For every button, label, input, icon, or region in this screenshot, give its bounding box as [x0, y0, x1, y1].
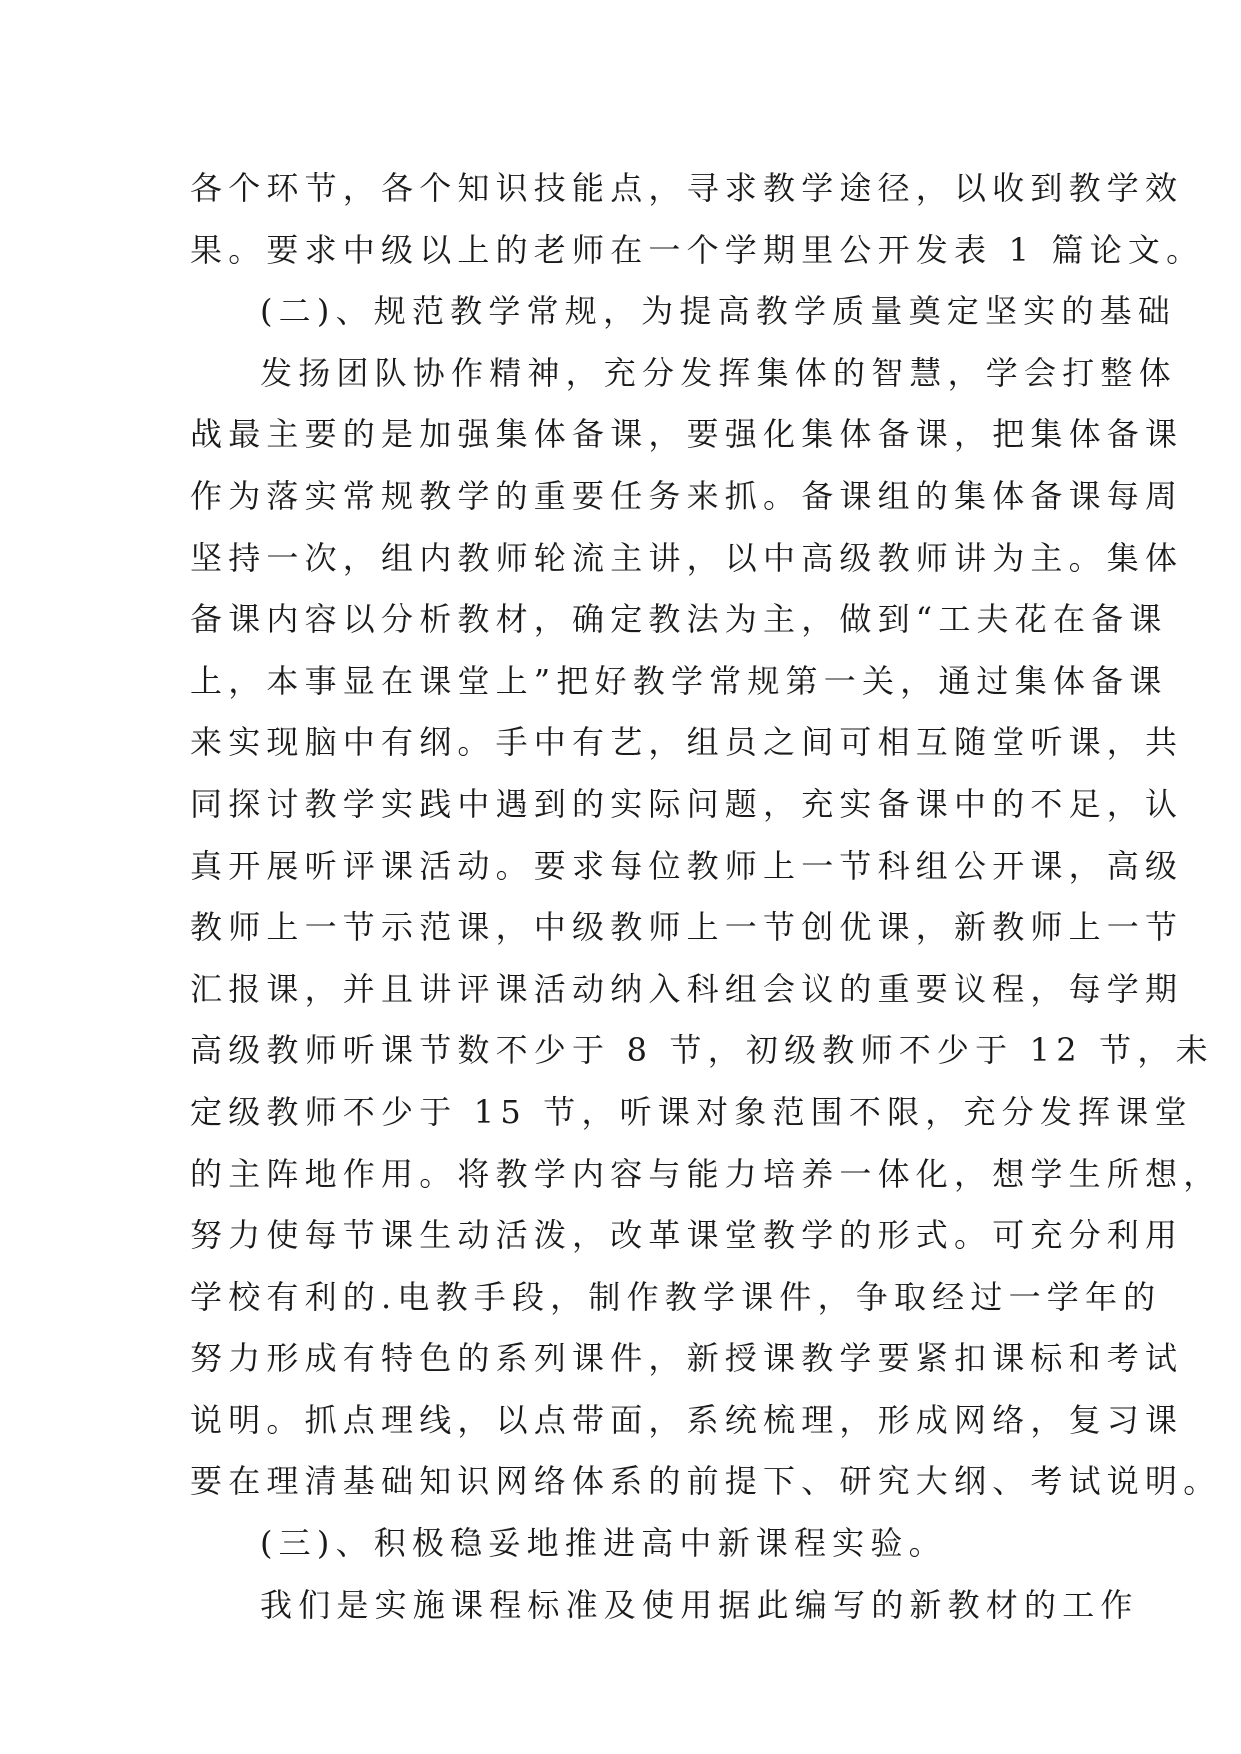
text-line: 果。要求中级以上的老师在一个学期里公开发表 1 篇论文。 [190, 230, 1205, 269]
text-line: 高级教师听课节数不少于 8 节，初级教师不少于 12 节，未 [190, 1031, 1214, 1070]
section-heading-2: (二)、规范教学常规，为提高教学质量奠定坚实的基础 [260, 292, 1176, 331]
text-line: 要在理清基础知识网络体系的前提下、研究大纲、考试说明。 [190, 1462, 1222, 1501]
text-line: 上，本事显在课堂上”把好教学常规第一关，通过集体备课 [190, 661, 1168, 700]
text-line: 定级教师不少于 15 节，听课对象范围不限，充分发挥课堂 [190, 1092, 1193, 1131]
text-line: 努力形成有特色的系列课件，新授课教学要紧扣课标和考试 [190, 1339, 1184, 1378]
text-line: 各个环节，各个知识技能点，寻求教学途径，以收到教学效 [190, 169, 1184, 207]
section-heading-3: (三)、积极稳妥地推进高中新课程实验。 [260, 1524, 947, 1563]
text-line: 说明。抓点理线，以点带面，系统梳理，形成网络，复习课 [190, 1400, 1184, 1439]
text-line: 教师上一节示范课，中级教师上一节创优课，新教师上一节 [190, 908, 1184, 947]
text-line: 真开展听评课活动。要求每位教师上一节科组公开课，高级 [190, 846, 1184, 885]
text-line: 汇报课，并且讲评课活动纳入科组会议的重要议程，每学期 [190, 969, 1184, 1008]
text-line: 战最主要的是加强集体备课，要强化集体备课，把集体备课 [190, 415, 1184, 454]
text-line: 同探讨教学实践中遇到的实际问题，充实备课中的不足，认 [190, 784, 1184, 823]
text-line: 坚持一次，组内教师轮流主讲，以中高级教师讲为主。集体 [190, 538, 1184, 577]
text-line: 努力使每节课生动活泼，改革课堂教学的形式。可充分利用 [190, 1216, 1184, 1255]
text-line: 的主阵地作用。将教学内容与能力培养一体化，想学生所想， [190, 1154, 1222, 1193]
text-line: 来实现脑中有纲。手中有艺，组员之间可相互随堂听课，共 [190, 723, 1184, 762]
paragraph-start: 我们是实施课程标准及使用据此编写的新教材的工作 [260, 1585, 1139, 1624]
paragraph-start: 发扬团队协作精神，充分发挥集体的智慧，学会打整体 [260, 353, 1177, 392]
text-line: 备课内容以分析教材，确定教法为主，做到“工夫花在备课 [190, 600, 1168, 639]
text-line: 学校有利的.电教手段，制作教学课件，争取经过一学年的 [190, 1277, 1162, 1316]
text-line: 作为落实常规教学的重要任务来抓。备课组的集体备课每周 [190, 476, 1184, 515]
body-text [190, 158, 1222, 1636]
